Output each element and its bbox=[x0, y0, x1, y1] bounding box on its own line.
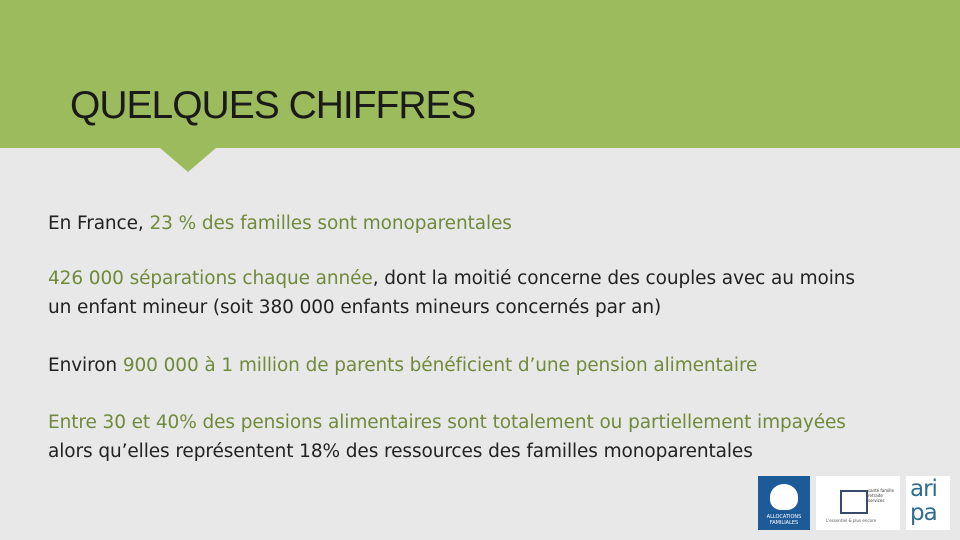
fact-highlight: 23 % des familles sont monoparentales bbox=[149, 213, 512, 234]
fact-text: alors qu’elles représentent 18% des ressources des familles monoparentales bbox=[48, 441, 753, 462]
fact-highlight: 426 000 séparations chaque année bbox=[48, 268, 373, 289]
fact-pension-beneficiaries bbox=[48, 351, 757, 380]
fact-text: , dont la moitié concerne des couples avec au moins un enfant mineur (soit 380 000 enfants mineurs concernés par an) bbox=[48, 268, 855, 318]
caf-logo bbox=[758, 476, 810, 530]
caf-logo-text: ALLOCATIONS FAMILIALES bbox=[766, 514, 802, 526]
fact-text: Environ bbox=[48, 355, 123, 376]
msa-logo-tagline: L'essentiel & plus encore bbox=[826, 518, 877, 523]
fact-separations bbox=[48, 264, 868, 322]
page-title: QUELQUES CHIFFRES bbox=[70, 84, 476, 127]
caf-family-icon bbox=[770, 484, 798, 510]
fact-unpaid-pensions bbox=[48, 408, 868, 466]
aripa-logo bbox=[906, 476, 950, 530]
msa-logo-text: santé famille retraite services bbox=[868, 488, 894, 503]
fact-highlight: 900 000 à 1 million de parents bénéficient d’une pension alimentaire bbox=[122, 355, 758, 376]
fact-single-parent bbox=[48, 209, 512, 238]
msa-emblem-icon bbox=[840, 490, 868, 514]
header-banner bbox=[0, 0, 960, 148]
fact-highlight: Entre 30 et 40% des pensions alimentaires sont totalement ou partiellement impayées bbox=[48, 412, 846, 433]
aripa-logo-line2: pa bbox=[910, 500, 937, 526]
msa-logo bbox=[816, 476, 900, 530]
fact-text: En France, bbox=[48, 213, 150, 234]
aripa-logo-line1: ari bbox=[910, 476, 937, 502]
header-arrow-pointer bbox=[160, 148, 216, 172]
